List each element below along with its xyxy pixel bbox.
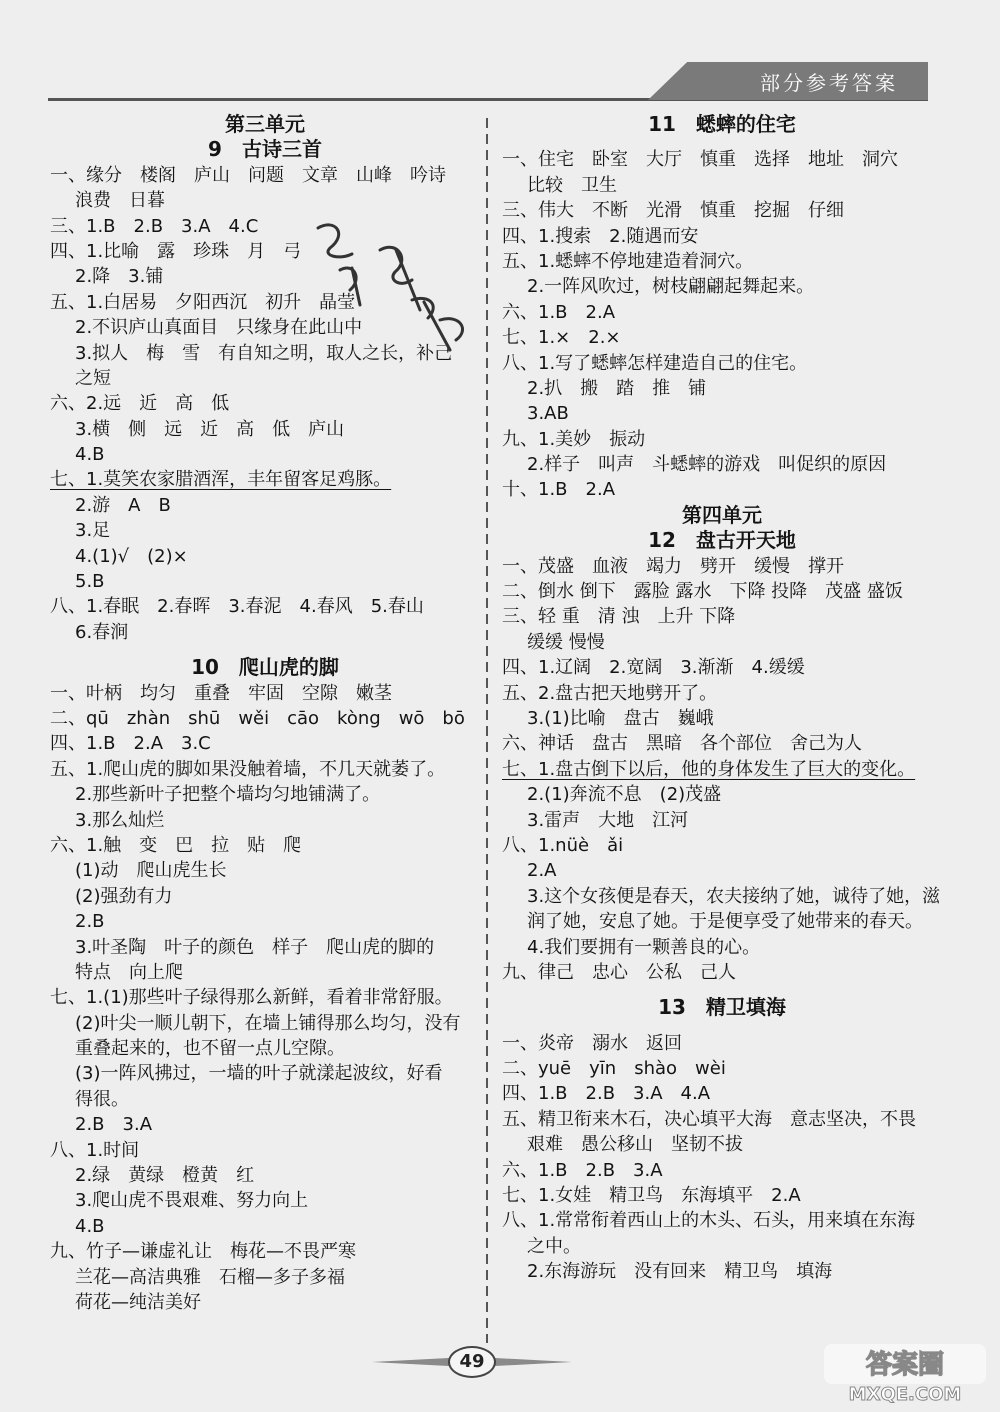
answer-line: 4.B (75, 444, 105, 466)
answer-line: 得很。 (75, 1088, 129, 1110)
answer-line: (1)动 爬山虎生长 (75, 860, 227, 882)
answer-line: 五、1.爬山虎的脚如果没触着墙，不几天就萎了。 (50, 758, 446, 780)
page-number: 49 (448, 1346, 496, 1378)
answer-line: 五、1.蟋蟀不停地建造着洞穴。 (502, 250, 754, 272)
answer-line: 3.那么灿烂 (75, 809, 165, 831)
answer-line: 比较 卫生 (527, 174, 617, 196)
answer-line: 2.游 A B (75, 494, 171, 516)
answer-line: 2.(1)奔流不息 (2)茂盛 (527, 784, 722, 806)
answer-line: 4.我们要拥有一颗善良的心。 (527, 936, 761, 958)
answer-line: 一、茂盛 血液 竭力 劈开 缓慢 撑开 (502, 555, 844, 577)
watermark-url: MXQE.COM (848, 1384, 962, 1405)
answer-line: 6.春涧 (75, 621, 129, 643)
answer-line: 六、2.远 近 高 低 (50, 393, 230, 415)
answer-line: 缓缓 慢慢 (527, 631, 605, 653)
answer-line: 之短 (75, 367, 111, 389)
answer-line: 十、1.B 2.A (502, 479, 616, 501)
answer-line: 一、炎帝 溺水 返回 (502, 1032, 682, 1054)
answer-line: 之中。 (527, 1235, 581, 1257)
answer-line: 五、1.白居易 夕阳西沉 初升 晶莹 (50, 291, 356, 313)
answer-line: 九、竹子—谦虚礼让 梅花—不畏严寒 (50, 1241, 356, 1263)
answer-line: 四、1.比喻 露 珍珠 月 弓 (50, 240, 302, 262)
answer-line: 4.B (75, 1215, 105, 1237)
answer-line: 3.爬山虎不畏艰难、努力向上 (75, 1190, 309, 1212)
answer-line: (3)一阵风拂过，一墙的叶子就漾起波纹，好看 (75, 1063, 443, 1085)
answer-line (502, 757, 942, 782)
answer-line: 四、1.B 2.B 3.A 4.A (502, 1083, 711, 1105)
answer-line: 二、yuē yīn shào wèi (502, 1058, 726, 1080)
watermark-text: 答案圈 (865, 1350, 945, 1380)
section-heading: 11 蟋蟀的住宅 (648, 112, 796, 136)
answer-line: 浪费 日暮 (75, 190, 165, 212)
answer-line: 3.这个女孩便是春天，农夫接纳了她，诚待了她，滋 (527, 885, 941, 907)
answer-line: 3.足 (75, 520, 111, 542)
answer-line: 3.AB (527, 403, 569, 425)
answer-line: 特点 向上爬 (75, 961, 183, 983)
answer-line: 六、1.B 2.A (502, 301, 616, 323)
spacer (50, 645, 480, 655)
answer-line: 2.东海游玩 没有回来 精卫鸟 填海 (527, 1261, 833, 1283)
answer-line: 八、1.时间 (50, 1139, 140, 1161)
answer-line: 九、律己 忠心 公私 己人 (502, 961, 736, 983)
answer-line: 八、1.常常衔着西山上的木头、石头，用来填在东海 (502, 1210, 916, 1232)
header-banner (48, 62, 928, 102)
answer-line: 八、1.春眠 2.春晖 3.春泥 4.春风 5.春山 (50, 596, 424, 618)
answer-line: 3.(1)比喻 盘古 巍峨 (527, 707, 714, 729)
answer-line: 艰难 愚公移山 坚韧不拔 (527, 1134, 743, 1156)
answer-line: 二、倒水 倒下 露脸 露水 下降 投降 茂盛 盛饭 (502, 581, 903, 603)
answer-line: 一、缘分 楼阁 庐山 问题 文章 山峰 吟诗 (50, 164, 446, 186)
spacer (502, 985, 942, 995)
answer-line: 2.降 3.铺 (75, 266, 164, 288)
answer-line: 2.扒 搬 踏 推 铺 (527, 377, 707, 399)
answer-line: 一、叶柄 均匀 重叠 牢固 空隙 嫩茎 (50, 682, 392, 704)
answer-line: 5.B (75, 571, 105, 593)
answer-line: 一、住宅 卧室 大厅 慎重 选择 地址 洞穴 (502, 149, 898, 171)
header-title: 部分参考答案 (760, 71, 898, 95)
answer-line: 2.B (75, 911, 105, 933)
answer-line: (2)叶尖一顺儿朝下，在墙上铺得那么均匀，没有 (75, 1012, 461, 1034)
answer-line: 润了她，安息了她。于是便享受了她带来的春天。 (527, 911, 923, 933)
answer-line: 四、1.搜索 2.随遇而安 (502, 225, 699, 247)
underlined-answer: 七、1.盘古倒下以后，他的身体发生了巨大的变化。 (502, 758, 916, 780)
answer-line: 3.叶圣陶 叶子的颜色 样子 爬山虎的脚的 (75, 936, 435, 958)
section-heading: 10 爬山虎的脚 (191, 655, 339, 680)
answer-line: 2.样子 叫声 斗蟋蟀的游戏 叫促织的原因 (527, 454, 887, 476)
spacer (502, 1021, 942, 1031)
right-column (502, 112, 942, 1285)
answer-line: 九、1.美妙 振动 (502, 428, 646, 450)
answer-line: 六、1.B 2.B 3.A (502, 1159, 663, 1181)
answer-line: 3.雷声 大地 江河 (527, 809, 689, 831)
answer-line: 重叠起来的，也不留一点儿空隙。 (75, 1038, 345, 1060)
section-heading: 第四单元 (682, 502, 762, 527)
answer-line: 四、1.辽阔 2.宽阔 3.渐渐 4.缓缓 (502, 657, 805, 679)
underlined-answer: 七、1.莫笑农家腊酒浑，丰年留客足鸡豚。 (50, 469, 392, 491)
answer-line: 七、1.(1)那些叶子绿得那么新鲜，看着非常舒服。 (50, 987, 453, 1009)
section-heading: 9 古诗三首 (208, 137, 322, 162)
answer-line: 六、神话 盘古 黑暗 各个部位 舍己为人 (502, 733, 862, 755)
answer-line: 4.(1)√ (2)× (75, 545, 188, 567)
answer-line: 3.拟人 梅 雪 有自知之明，取人之长，补己 (75, 342, 453, 364)
answer-line: 三、轻 重 清 浊 上升 下降 (502, 606, 736, 628)
answer-line: 荷花—纯洁美好 (75, 1291, 201, 1313)
answer-line: 六、1.触 变 巴 拉 贴 爬 (50, 834, 302, 856)
answer-line: 五、精卫衔来木石，决心填平大海 意志坚决，不畏 (502, 1108, 916, 1130)
page-footer (372, 1346, 572, 1380)
answer-line: 四、1.B 2.A 3.C (50, 733, 211, 755)
handwritten-scribble (300, 210, 500, 370)
answer-line (50, 467, 480, 492)
answer-line: 兰花—高洁典雅 石榴—多子多福 (75, 1266, 345, 1288)
answer-line: 七、1.× 2.× (502, 327, 621, 349)
answer-line: (2)强劲有力 (75, 885, 173, 907)
answer-line: 2.一阵风吹过，树枝翩翩起舞起来。 (527, 276, 815, 298)
answer-line: 2.绿 黄绿 橙黄 红 (75, 1165, 255, 1187)
answer-line: 三、伟大 不断 光滑 慎重 挖掘 仔细 (502, 200, 844, 222)
section-heading: 第三单元 (225, 112, 305, 136)
answer-line: 五、2.盘古把天地劈开了。 (502, 682, 718, 704)
answer-line: 八、1.写了蟋蟀怎样建造自己的住宅。 (502, 352, 808, 374)
answer-line: 八、1.nüè ǎi (502, 834, 624, 856)
answer-line: 2.那些新叶子把整个墙均匀地铺满了。 (75, 784, 381, 806)
answer-line: 3.横 侧 远 近 高 低 庐山 (75, 418, 345, 440)
answer-line: 二、qū zhàn shū wěi cāo kòng wō bō (50, 707, 465, 729)
section-heading: 13 精卫填海 (658, 995, 786, 1020)
answer-line: 2.不识庐山真面目 只缘身在此山中 (75, 317, 363, 339)
spacer (502, 137, 942, 147)
answer-line: 2.B 3.A (75, 1114, 153, 1136)
answer-line: 七、1.女娃 精卫鸟 东海填平 2.A (502, 1185, 801, 1207)
answer-line: 三、1.B 2.B 3.A 4.C (50, 215, 259, 237)
answer-line: 2.A (527, 860, 557, 882)
watermark-logo (820, 1340, 990, 1406)
section-heading: 12 盘古开天地 (648, 528, 796, 553)
